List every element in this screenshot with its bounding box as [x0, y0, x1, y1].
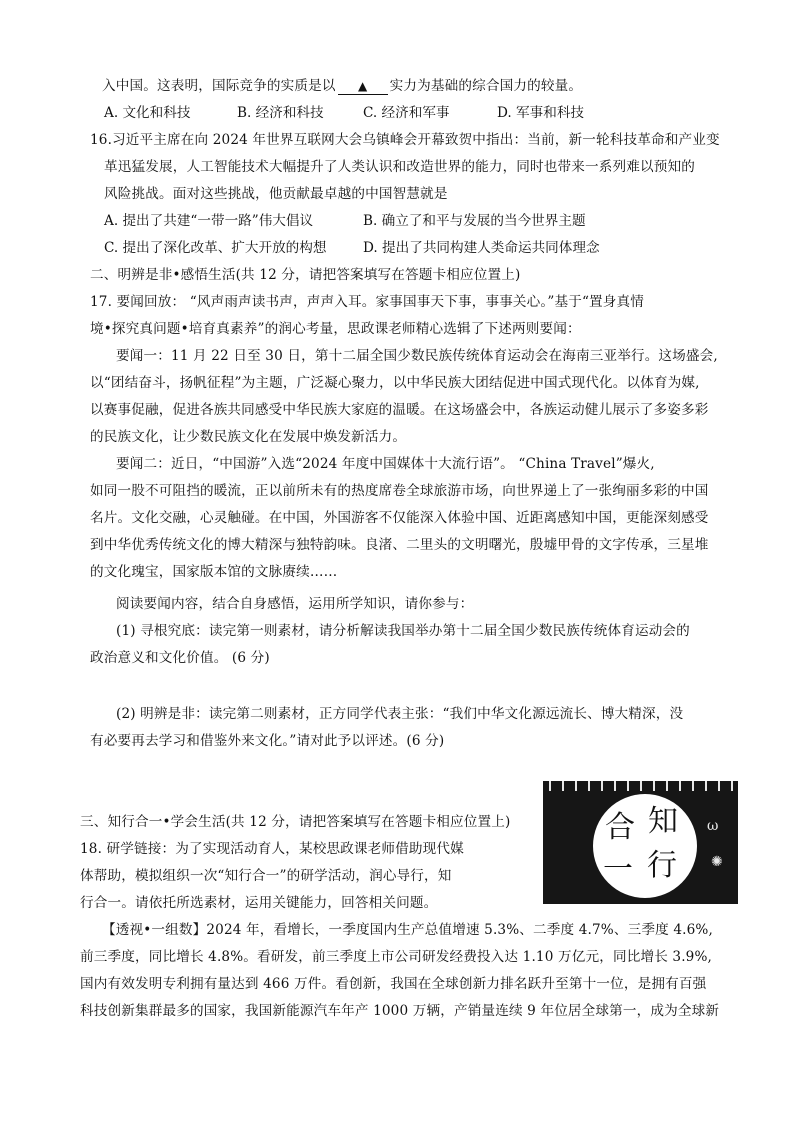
section-3-heading: 三、知行合一•学会生活(共 12 分，请把答案填写在答题卡相应位置上) [80, 814, 511, 830]
news-1-line-1: 要闻一：11 月 22 日至 30 日，第十二届全国少数民族传统体育运动会在海南三亚举行。这场盛会, [116, 348, 718, 364]
q18-line-3: 行合一。请依托所选素材，运用关键能力，回答相关问题。 [80, 895, 438, 911]
q15-answer-blank [338, 78, 388, 95]
logo-char-xing: 行 [647, 848, 677, 883]
news-2-line-4: 到中华优秀传统文化的博大精深与独特韵味。良渚、二里头的文明曙光，殷墟甲骨的文字传承，三星堆 [90, 537, 709, 553]
q17-sub2-line-1: (2) 明辨是非：读完第二则素材，正方同学代表主张：“我们中华文化源远流长、博大精深，没 [116, 706, 684, 722]
q18-line-2: 体帮助，模拟组织一次“知行合一”的研学活动，润心导行，知 [80, 868, 452, 884]
q17-sub1-line-1: (1) 寻根究底：读完第一则素材，请分析解读我国举办第十二届全国少数民族传统体育运动会的 [116, 623, 690, 639]
q15-option-c: C. 经济和军事 [363, 105, 450, 121]
q15-line [102, 76, 582, 96]
news-2-line-3: 名片。文化交融，心灵触碰。在中国，外国游客不仅能深入体验中国、近距离感知中国，更能深刻感受 [90, 510, 709, 526]
news-1-line-2: 以“团结奋斗，扬帆征程”为主题，广泛凝心聚力，以中华民族大团结促进中国式现代化。以体育为媒, [90, 375, 700, 391]
q16-option-a: A. 提出了共建“一带一路”伟大倡议 [104, 213, 314, 229]
q16-option-c: C. 提出了深化改革、扩大开放的构想 [104, 240, 327, 256]
q16-stem-line-1: 16.习近平主席在向 2024 年世界互联网大会乌镇峰会开幕致贺中指出：当前，新一轮科技革命和产业变 [90, 132, 720, 148]
logo-char-yi: 一 [603, 852, 633, 887]
q18-line-1: 18. 研学链接：为了实现活动育人，某校思政课老师借助现代媒 [80, 841, 464, 857]
q17-sub2-line-2: 有必要再去学习和借鉴外来文化。”请对此予以评述。(6 分) [90, 733, 445, 749]
q15-line-text: 入中国。这表明，国际竞争的实质是以 [102, 78, 336, 94]
news-2-line-2: 如同一股不可阻挡的暖流，正以前所未有的热度席卷全球旅游市场，向世界递上了一张绚丽多彩的中国 [90, 483, 709, 499]
q17-prompt: 阅读要闻内容，结合自身感悟，运用所学知识，请你参与： [116, 596, 474, 612]
q15-option-a: A. 文化和科技 [104, 105, 191, 121]
logo-deco-left-icon: ω [707, 818, 719, 834]
blank-triangle-mark: ▲ [357, 79, 368, 93]
q17-intro-line-2: 境•探究真问题•培育真素养”的润心考量，思政课老师精心选辑了下述两则要闻： [90, 321, 581, 337]
q18-data-line-4: 科技创新集群最多的国家，我国新能源汽车年产 1000 万辆，产销量连续 9 年位居全球第一，成为全球新 [80, 1003, 720, 1019]
section-2-heading: 二、明辨是非•感悟生活(共 12 分，请把答案填写在答题卡相应位置上) [90, 267, 521, 283]
q16-stem-line-3: 风险挑战。面对这些挑战，他贡献最卓越的中国智慧就是 [104, 186, 448, 202]
q18-data-line-2: 前三季度，同比增长 4.8%。看研发，前三季度上市公司研发经费投入达 1.10 万亿元，同比增长 3.9%, [80, 949, 713, 965]
logo-top-border [543, 781, 738, 791]
q15-line-tail: 实力为基础的综合国力的较量。 [389, 78, 583, 94]
q17-sub1-line-2: 政治意义和文化价值。 (6 分) [90, 650, 270, 666]
zhixing-heyi-logo-image [543, 781, 738, 904]
q15-option-d: D. 军事和科技 [497, 105, 585, 121]
q18-data-line-3: 国内有效发明专利拥有量达到 466 万件。看创新，我国在全球创新力排名跃升至第十一位，是拥有百强 [80, 976, 707, 992]
news-1-line-4: 的民族文化，让少数民族文化在发展中焕发新活力。 [90, 429, 407, 445]
news-2-line-5: 的文化瑰宝，国家版本馆的文脉赓续…… [90, 564, 338, 580]
q17-intro-line-1: 17. 要闻回放： “风声雨声读书声，声声入耳。家事国事天下事，事事关心。”基于“置身真情 [90, 294, 645, 310]
q18-data-line-1: 【透视•一组数】2024 年，看增长，一季度国内生产总值增速 5.3%、二季度 4.7%、三季度 4.6%, [102, 922, 713, 938]
logo-char-he: 合 [605, 810, 635, 845]
logo-char-zhi: 知 [648, 804, 678, 839]
q16-option-b: B. 确立了和平与发展的当今世界主题 [363, 213, 586, 229]
logo-deco-star-icon: ✺ [711, 854, 723, 870]
q15-option-b: B. 经济和科技 [237, 105, 324, 121]
news-1-line-3: 以赛事促融，促进各族共同感受中华民族大家庭的温暖。在这场盛会中，各族运动健儿展示了多姿多彩 [90, 402, 709, 418]
q16-option-d: D. 提出了共同构建人类命运共同体理念 [363, 240, 600, 256]
news-2-line-1: 要闻二：近日，“中国游”入选“2024 年度中国媒体十大流行语”。 “China Travel”爆火, [116, 456, 655, 472]
q16-stem-line-2: 革迅猛发展，人工智能技术大幅提升了人类认识和改造世界的能力，同时也带来一系列难以预知的 [104, 159, 695, 175]
